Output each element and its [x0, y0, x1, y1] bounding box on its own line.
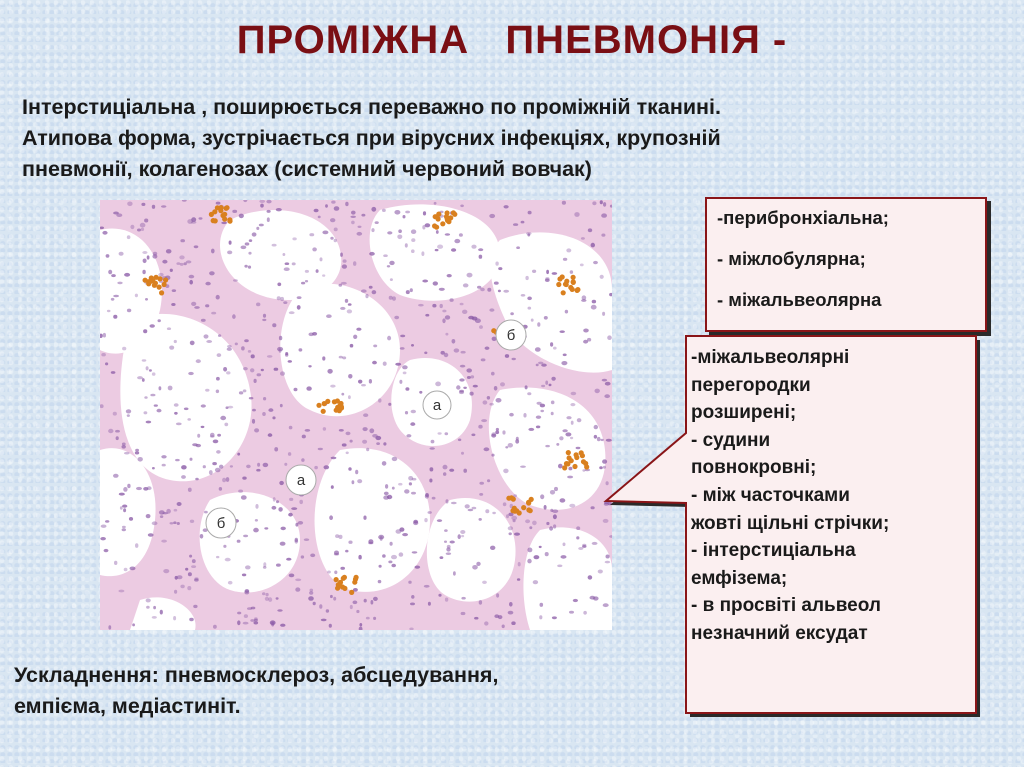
label-a-1: а: [432, 397, 442, 414]
findings-callout: [682, 336, 980, 716]
complications-text: [14, 660, 674, 722]
finding-line: - інтерстиціальна: [691, 540, 856, 562]
complications-line: Ускладнення: пневмосклероз, абсцедування,: [14, 663, 499, 687]
slide-title: ПРОМІЖНА ПНЕВМОНІЯ -: [236, 18, 788, 62]
intro-line: пневмонії, колагенозах (системний червоний вовчак): [22, 157, 592, 181]
finding-line: розширені;: [691, 402, 797, 424]
intro-line: Інтерстиціальна , поширюється переважно по проміжній тканині.: [22, 95, 721, 119]
histology-micrograph: [100, 200, 612, 630]
intro-line: Атипова форма, зустрічається при вірусних інфекціях, крупозній: [22, 126, 721, 150]
label-b-2: б: [216, 515, 226, 532]
finding-line: - між часточками: [691, 484, 850, 506]
finding-line: - в просвіті альвеол: [691, 595, 881, 617]
finding-line: - судини: [691, 429, 771, 451]
finding-line: жовті щільні стрічки;: [691, 512, 890, 534]
type-item: -перибронхіальна;: [717, 207, 889, 228]
finding-line: -міжальвеолярні: [691, 347, 850, 368]
type-item: - міжлобулярна;: [717, 248, 866, 269]
label-a-2: а: [296, 472, 306, 489]
finding-line: емфізема;: [691, 567, 788, 589]
finding-line: незначний ексудат: [691, 622, 868, 644]
complications-line: емпієма, медіастиніт.: [14, 694, 241, 718]
finding-line: перегородки: [691, 374, 811, 396]
pneumonia-types-box: [705, 197, 987, 332]
type-item: - міжальвеолярна: [717, 289, 882, 310]
intro-text: [22, 92, 1012, 185]
label-b-1: б: [506, 327, 516, 344]
finding-line: повнокровні;: [691, 457, 817, 479]
micrograph-image: [100, 200, 612, 630]
